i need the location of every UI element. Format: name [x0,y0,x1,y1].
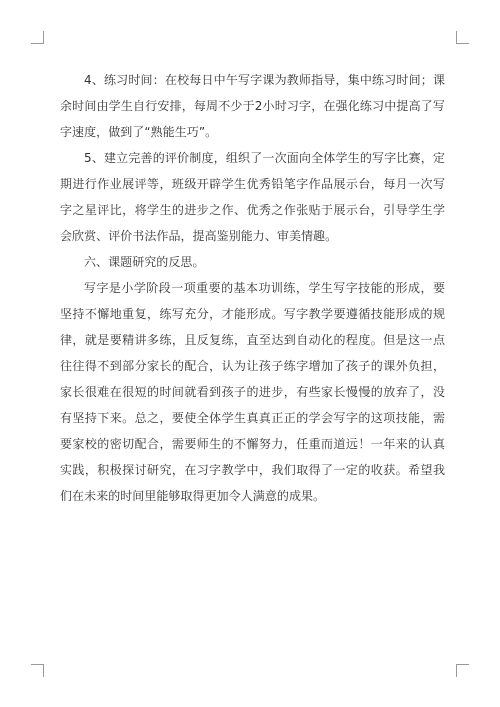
paragraph-reflection: 写字是小学阶段一项重要的基本功训练，学生写字技能的形成，要坚持不懈地重复，练写充分，才能形成。写字教学要遵循技能形成的规律，就是要精讲多练，且反复练，直至达到自动化的程度。但是这一点往往得不到部分家长的配合，认为让孩子练字增加了孩子的课外负担，家长很难在很短的时间就看到孩子的进步，有些家长慢慢的放弃了，没有坚持下来。总之，要使全体学生真真正正的学会写字的这项技能，需要家校的密切配合，需要师生的不懈努力，任重而道远！一年来的认真实践，积极探讨研究，在习字教学中，我们取得了一定的收获。希望我们在未来的时间里能够取得更加令人满意的成果。 [60,281,445,503]
paragraph-practice-time: 4、练习时间：在校每日中午写字课为教师指导，集中练习时间；课余时间由学生自行安排，每周不少于2小时习字，在强化练习中提高了写字速度，做到了“熟能生巧”。 [60,73,445,139]
crop-mark-bottom-left [31,664,44,677]
crop-mark-top-right [456,31,469,44]
document-body [60,67,445,509]
section-heading-reflection: 六、课题研究的反思。 [84,255,205,269]
paragraph-evaluation-system: 5、建立完善的评价制度，组织了一次面向全体学生的写字比赛，定期进行作业展评等，班级开辟学生优秀铅笔字作品展示台，每月一次写字之星评比，将学生的进步之作、优秀之作张贴于展示台，引导学生学会欣赏、评价书法作品，提高鉴别能力、审美情趣。 [60,151,445,243]
crop-mark-bottom-right [456,664,469,677]
crop-mark-top-left [31,31,44,44]
